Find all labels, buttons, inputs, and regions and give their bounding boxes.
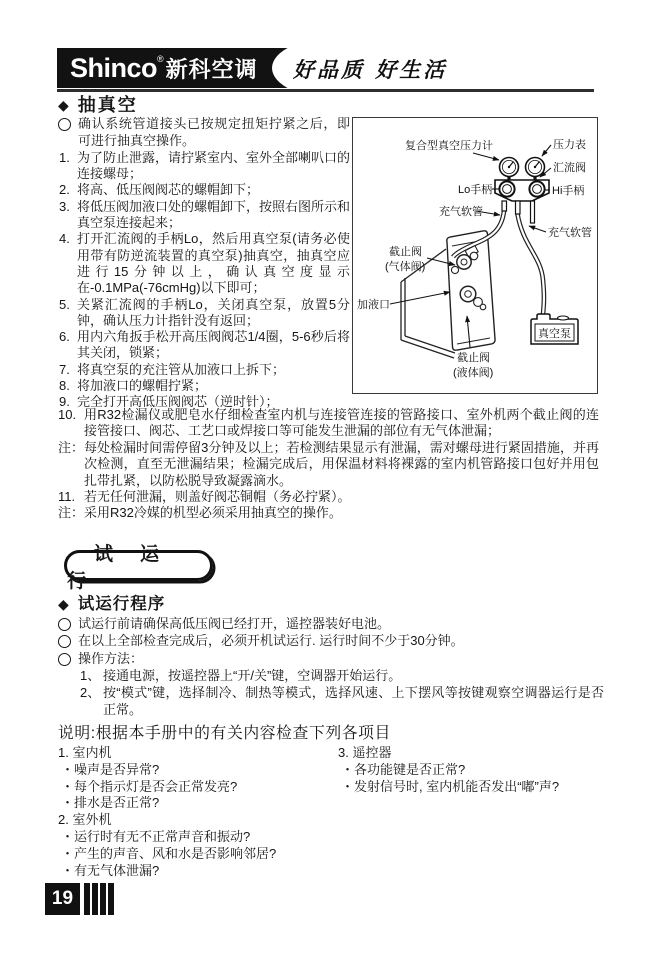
circle-bullet-icon <box>58 635 71 648</box>
vacuum-step <box>58 362 350 378</box>
trial-section-heading <box>58 596 604 613</box>
hi-handle-label: Hi手柄 <box>552 185 585 197</box>
step-number: 9. <box>59 394 70 410</box>
circle-bullet-icon <box>58 118 71 131</box>
diagram-svg <box>353 118 596 392</box>
step-text: 将高、低压阀阀芯的螺帽卸下； <box>77 182 260 198</box>
vacuum-step <box>58 329 350 362</box>
hi-handle-knob <box>529 181 544 196</box>
step-number: 2. <box>59 182 70 198</box>
checklist-item: ・发射信号时, 室内机能否发出“嘟”声? <box>341 778 560 794</box>
circle-bullet-icon <box>58 618 71 631</box>
vacuum-step <box>58 231 350 296</box>
brand-logo-bar <box>57 48 289 88</box>
vacuum-step <box>58 182 350 198</box>
lo-handle-knob <box>499 181 514 196</box>
trial-bullet <box>58 651 604 668</box>
vacuum-section-heading <box>58 97 350 113</box>
vacuum-step <box>58 150 350 183</box>
stop-valve-gas-label-1: 截止阀 <box>389 246 422 258</box>
charge-hose-left-label: 充气软管 <box>439 206 483 218</box>
charge-port-label: 加液口 <box>357 299 390 311</box>
bar-icon <box>92 883 98 915</box>
vacuum-step <box>58 297 350 330</box>
bar-icon <box>100 883 106 915</box>
trial-bullet <box>58 616 604 633</box>
trial-bullet-text: 在以上全部检查完成后，必须开机试运行. 运行时间不少于30分钟。 <box>78 633 464 649</box>
bar-icon <box>84 883 90 915</box>
brand-logo: Shinco <box>70 52 158 83</box>
check-note-heading: 说明:根据本手册中的有关内容检查下列各项目 <box>58 725 391 742</box>
charge-hose-right-label: 充气软管 <box>548 227 592 239</box>
checklist-item: ・噪声是否异常? <box>61 761 160 777</box>
checklist-item: ・各功能键是否正常? <box>341 761 466 777</box>
vacuum-intro <box>58 116 350 149</box>
step-text: 为了防止泄露，请拧紧室内、室外全部喇叭口的连接螺母； <box>77 149 351 182</box>
compound-gauge-label: 复合型真空压力计 <box>405 140 493 152</box>
step-text: 将真空泵的充注管从加液口上拆下； <box>77 361 286 377</box>
vacuum-pump <box>531 314 578 344</box>
step-number: 8. <box>59 378 70 394</box>
registered-mark-icon: ® <box>157 54 164 64</box>
vacuum-note <box>58 440 599 489</box>
step-number: 6. <box>59 329 70 345</box>
vacuum-wide-items <box>58 407 599 522</box>
checklist-item: ・有无气体泄漏? <box>61 862 160 878</box>
trial-step <box>80 668 604 685</box>
vacuum-note <box>58 505 599 521</box>
step-number: 2、 <box>80 684 101 700</box>
step-text: 用内六角扳手松开高压阀阀芯1/4圈，5-6秒后将其关闭，锁紧； <box>77 329 350 361</box>
checklist-item: ・每个指示灯是否会正常发亮? <box>61 778 238 794</box>
trial-step <box>80 685 604 718</box>
step-number: 11. <box>58 489 76 505</box>
note-marker: 注： <box>58 505 85 521</box>
step-number: 5. <box>59 296 70 312</box>
vacuum-setup-diagram <box>352 117 598 394</box>
trial-bullet-text: 操作方法： <box>78 650 144 666</box>
step-text: 将加液口的螺帽拧紧； <box>77 378 208 394</box>
step-text: 按“模式”键，选择制冷、制热等模式，选择风速、上下摆风等按键观察空调器运行是否正常。 <box>103 684 604 717</box>
step-number: 3. <box>59 198 70 214</box>
note-text: 采用R32冷媒的机型必须采用抽真空的操作。 <box>84 505 342 521</box>
page-number-bars <box>84 883 114 915</box>
checklist-item: 1. 室内机 <box>58 745 112 760</box>
checklist-item: ・运行时有无不正常声音和振动? <box>61 828 251 844</box>
note-marker: 注： <box>58 439 85 455</box>
trial-bullet <box>58 633 604 650</box>
bar-icon <box>108 883 114 915</box>
step-text: 用R32检漏仪或肥皂水仔细检查室内机与连接管连接的管路接口、室外机两个截止阀的连接管接口、阀芯、工艺口或焊接口等可能发生泄漏的部位有无气体泄漏； <box>84 407 599 439</box>
checklist-item: 2. 室外机 <box>58 812 112 828</box>
stop-valve-liquid-label-1: 截止阀 <box>457 352 490 364</box>
brand-slogan: 好品质 好生活 <box>293 57 448 82</box>
diamond-icon: ◆ <box>58 97 69 114</box>
checklist-left-column <box>58 745 338 879</box>
vacuum-step <box>58 378 350 394</box>
step-text: 将低压阀加液口处的螺帽卸下，按照右图所示和真空泵连接起来； <box>77 198 351 231</box>
vacuum-section <box>58 97 350 411</box>
step-number: 4. <box>59 231 70 247</box>
diamond-icon: ◆ <box>58 596 69 613</box>
step-number: 1、 <box>80 668 101 684</box>
page-number-badge <box>45 883 80 915</box>
checklist-item: ・产生的声音、风和水是否影响邻居? <box>61 845 277 861</box>
step-text: 接通电源，按遥控器上“开/关”键，空调器开始运行。 <box>103 668 402 684</box>
vacuum-step <box>58 407 599 440</box>
checklist-item: 3. 遥控器 <box>338 745 392 760</box>
trial-bullet-text: 试运行前请确保高低压阀已经打开，遥控器装好电池。 <box>78 615 391 631</box>
lo-handle-label: Lo手柄 <box>458 184 493 196</box>
stop-valve-gas-label-2: (气体阀) <box>385 261 426 273</box>
step-number: 10. <box>58 407 77 422</box>
vacuum-step <box>58 489 599 505</box>
stop-valve-liquid-label-2: (液体阀) <box>453 367 494 379</box>
vacuum-step <box>58 199 350 232</box>
pressure-gauge-label: 压力表 <box>553 139 586 151</box>
note-text: 每处检漏时间需停留3分钟及以上；若检测结果显示有泄漏，需对螺母进行紧固措施，并再次检测，直至无泄漏结果；检漏完成后，用保温材料将裸露的室内机管路接口包好并用包扎带扎紧，以防松脱导致凝露滴水。 <box>84 439 599 488</box>
vacuum-pump-label: 真空泵 <box>538 328 571 340</box>
service-tube <box>531 201 535 223</box>
trial-run-section <box>58 596 604 718</box>
trial-section-title: 试运行程序 <box>77 595 166 613</box>
checklist-item: ・排水是否正常? <box>61 795 160 811</box>
step-text: 打开汇流阀的手柄Lo，然后用真空泵(请务必使用带有防逆流装置的真空泵)抽真空，抽真空应进行15分钟以上，确认真空度显示在-0.1MPa(-76cmHg)以下即可； <box>77 231 350 296</box>
step-text: 若无任何泄漏，则盖好阀芯铜帽（务必拧紧）。 <box>84 489 351 505</box>
trial-run-banner <box>64 543 213 592</box>
vacuum-intro-text: 确认系统管道接头已按规定扭矩拧紧之后，即可进行抽真空操作。 <box>78 116 350 148</box>
vacuum-section-title: 抽真空 <box>77 95 138 115</box>
trial-run-banner-text: 试运行 <box>67 543 187 592</box>
brand-name-cn: 新科空调 <box>165 56 258 82</box>
circle-bullet-icon <box>58 653 71 666</box>
page-number: 19 <box>51 888 74 909</box>
checklist <box>58 745 606 879</box>
step-number: 7. <box>59 361 70 377</box>
manifold-valve-label: 汇流阀 <box>553 162 586 174</box>
header-divider <box>57 89 594 92</box>
step-text: 关紧汇流阀的手柄Lo，关闭真空泵，放置5分钟，确认压力计指针没有返回； <box>77 296 350 328</box>
step-number: 1. <box>59 149 70 165</box>
checklist-right-column <box>338 745 606 879</box>
step-text: 完全打开高低压阀阀芯（逆时针）； <box>77 394 279 410</box>
